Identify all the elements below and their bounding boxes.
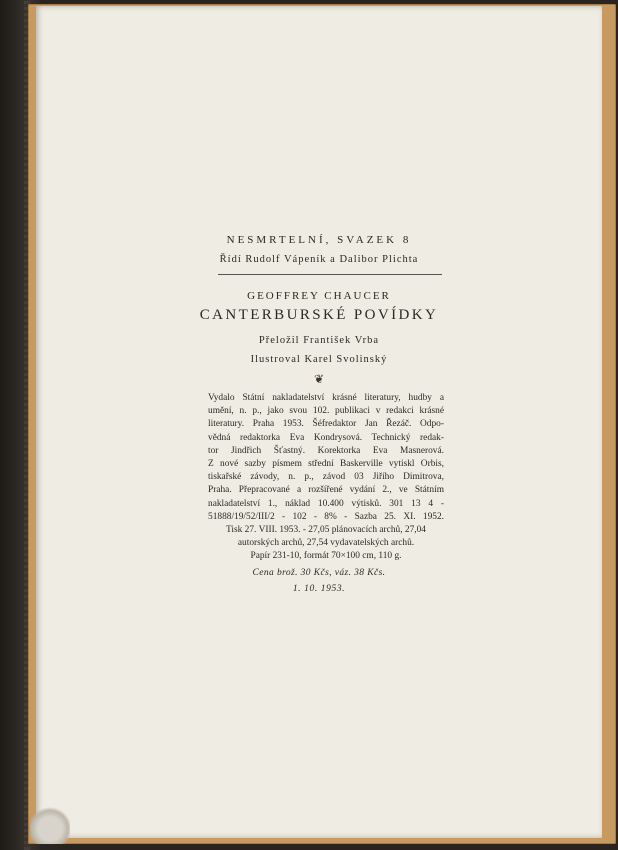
price-line: Cena brož. 30 Kčs, váz. 38 Kčs. (252, 568, 386, 578)
colophon (208, 392, 444, 564)
colophon-line: Z nové sazby písmem střední Baskerville vytiskl Orbis, (208, 459, 444, 470)
colophon-line: Tisk 27. VIII. 1953. - 27,05 plánovacích archů, 27,04 (226, 525, 426, 536)
colophon-line: umění, n. p., jako svou 102. publikaci v redakci krásné (208, 406, 444, 417)
print-date: 1. 10. 1953. (292, 584, 346, 594)
illustrator-credit: Ilustroval Karel Svolinský (250, 354, 388, 365)
colophon-line: Praha. Přepracované a rozšířené vydání 2., ve Státním (208, 485, 444, 496)
colophon-line: vědná redaktorka Eva Kondrysová. Technický redak- (208, 432, 444, 443)
colophon-line: Vydalo Státní nakladatelství krásné literatury, hudby a (208, 393, 444, 403)
ornament-icon: ❦ (313, 372, 325, 386)
book-title: CANTERBURSKÉ POVÍDKY (199, 307, 439, 323)
colophon-line: 51888/19/52/III/2 - 102 - 8% - Sazba 25. XI. 1952. (208, 511, 444, 522)
colophon-line: autorských archů, 27,54 vydavatelských archů. (237, 538, 415, 549)
title-page (36, 6, 602, 838)
translator-credit: Přeložil František Vrba (258, 335, 380, 346)
torn-paper-corner (30, 806, 70, 844)
colophon-line: Papír 231-10, formát 70×100 cm, 110 g. (250, 551, 402, 562)
series-editors: Řídí Rudolf Vápeník a Dalibor Plichta (219, 254, 419, 265)
colophon-line: literatury. Praha 1953. Šéfredaktor Jan Řezáč. Odpo- (208, 419, 444, 430)
colophon-line: tiskařské závody, n. p., závod 03 Jiřího Dimitrova, (208, 472, 444, 483)
author-name: GEOFFREY CHAUCER (247, 290, 391, 302)
series-title: NESMRTELNÍ, SVAZEK 8 (226, 234, 412, 246)
colophon-line: tor Jindřich Šťastný. Korektorka Eva Masnerová. (208, 445, 444, 456)
divider-rule (218, 274, 442, 275)
colophon-line: nakladatelství 1., náklad 10.400 výtisků. 301 13 4 - (208, 498, 444, 509)
